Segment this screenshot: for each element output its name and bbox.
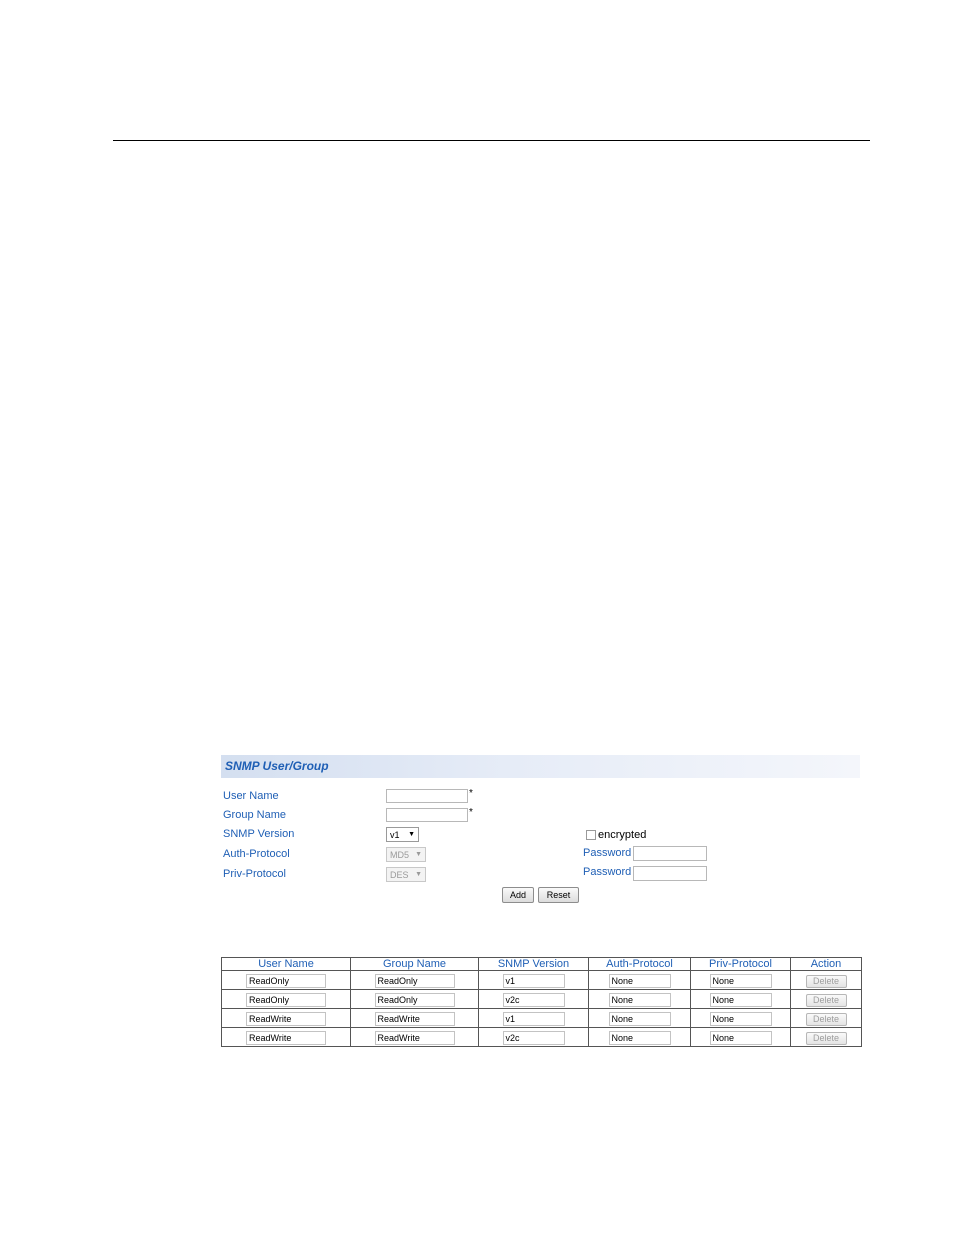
triangle-down-icon: ▼	[415, 851, 422, 858]
reset-button[interactable]: Reset	[538, 887, 579, 903]
priv-password-label: Password	[583, 866, 632, 878]
priv-protocol-label: Priv-Protocol	[223, 868, 286, 880]
table-header-row	[222, 958, 862, 971]
row-priv-protocol: None	[710, 993, 772, 1007]
auth-protocol-select[interactable]	[386, 847, 426, 862]
panel-header	[221, 755, 860, 778]
row-group-name: ReadOnly	[375, 993, 455, 1007]
table-row	[222, 990, 862, 1009]
triangle-down-icon: ▼	[408, 831, 415, 838]
group-name-input[interactable]	[386, 808, 468, 822]
delete-button[interactable]: Delete	[806, 1032, 847, 1045]
row-snmp-version: v1	[503, 974, 565, 988]
page-header-rule	[113, 140, 870, 141]
auth-protocol-label: Auth-Protocol	[223, 848, 290, 860]
row-auth-protocol: None	[609, 1012, 671, 1026]
column-header-group-name: Group Name	[351, 958, 479, 971]
triangle-down-icon: ▼	[415, 871, 422, 878]
column-header-snmp-version: SNMP Version	[479, 958, 589, 971]
column-header-auth-protocol: Auth-Protocol	[589, 958, 691, 971]
priv-protocol-select[interactable]	[386, 867, 426, 882]
snmp-version-value: v1	[390, 829, 400, 840]
panel-title: SNMP User/Group	[225, 759, 329, 773]
row-auth-protocol: None	[609, 1031, 671, 1045]
column-header-priv-protocol: Priv-Protocol	[691, 958, 791, 971]
row-group-name: ReadOnly	[375, 974, 455, 988]
priv-password-input[interactable]	[633, 866, 707, 881]
encrypted-checkbox[interactable]	[586, 830, 596, 840]
table-row	[222, 1009, 862, 1028]
row-auth-protocol: None	[609, 993, 671, 1007]
auth-protocol-value: MD5	[390, 849, 410, 860]
snmp-version-label: SNMP Version	[223, 828, 295, 840]
row-user-name: ReadOnly	[246, 974, 326, 988]
row-auth-protocol: None	[609, 974, 671, 988]
row-group-name: ReadWrite	[375, 1012, 455, 1026]
row-snmp-version: v1	[503, 1012, 565, 1026]
row-snmp-version: v2c	[503, 1031, 565, 1045]
column-header-user-name: User Name	[222, 958, 351, 971]
row-user-name: ReadWrite	[246, 1031, 326, 1045]
group-name-required-mark: *	[469, 807, 473, 818]
priv-protocol-value: DES	[390, 869, 409, 880]
row-snmp-version: v2c	[503, 993, 565, 1007]
auth-password-input[interactable]	[633, 846, 707, 861]
user-name-label: User Name	[223, 790, 279, 802]
delete-button[interactable]: Delete	[806, 994, 847, 1007]
snmp-user-table	[221, 957, 862, 1047]
add-button[interactable]: Add	[502, 887, 534, 903]
delete-button[interactable]: Delete	[806, 975, 847, 988]
row-group-name: ReadWrite	[375, 1031, 455, 1045]
group-name-label: Group Name	[223, 809, 286, 821]
table-row	[222, 1028, 862, 1047]
table-row	[222, 971, 862, 990]
row-user-name: ReadOnly	[246, 993, 326, 1007]
row-priv-protocol: None	[710, 1012, 772, 1026]
snmp-version-select[interactable]	[386, 827, 419, 842]
row-priv-protocol: None	[710, 1031, 772, 1045]
row-priv-protocol: None	[710, 974, 772, 988]
column-header-action: Action	[791, 958, 862, 971]
encrypted-label: encrypted	[598, 829, 647, 841]
delete-button[interactable]: Delete	[806, 1013, 847, 1026]
auth-password-label: Password	[583, 847, 632, 859]
user-name-input[interactable]	[386, 789, 468, 803]
user-name-required-mark: *	[469, 788, 473, 799]
row-user-name: ReadWrite	[246, 1012, 326, 1026]
snmp-user-group-panel	[221, 755, 861, 1055]
